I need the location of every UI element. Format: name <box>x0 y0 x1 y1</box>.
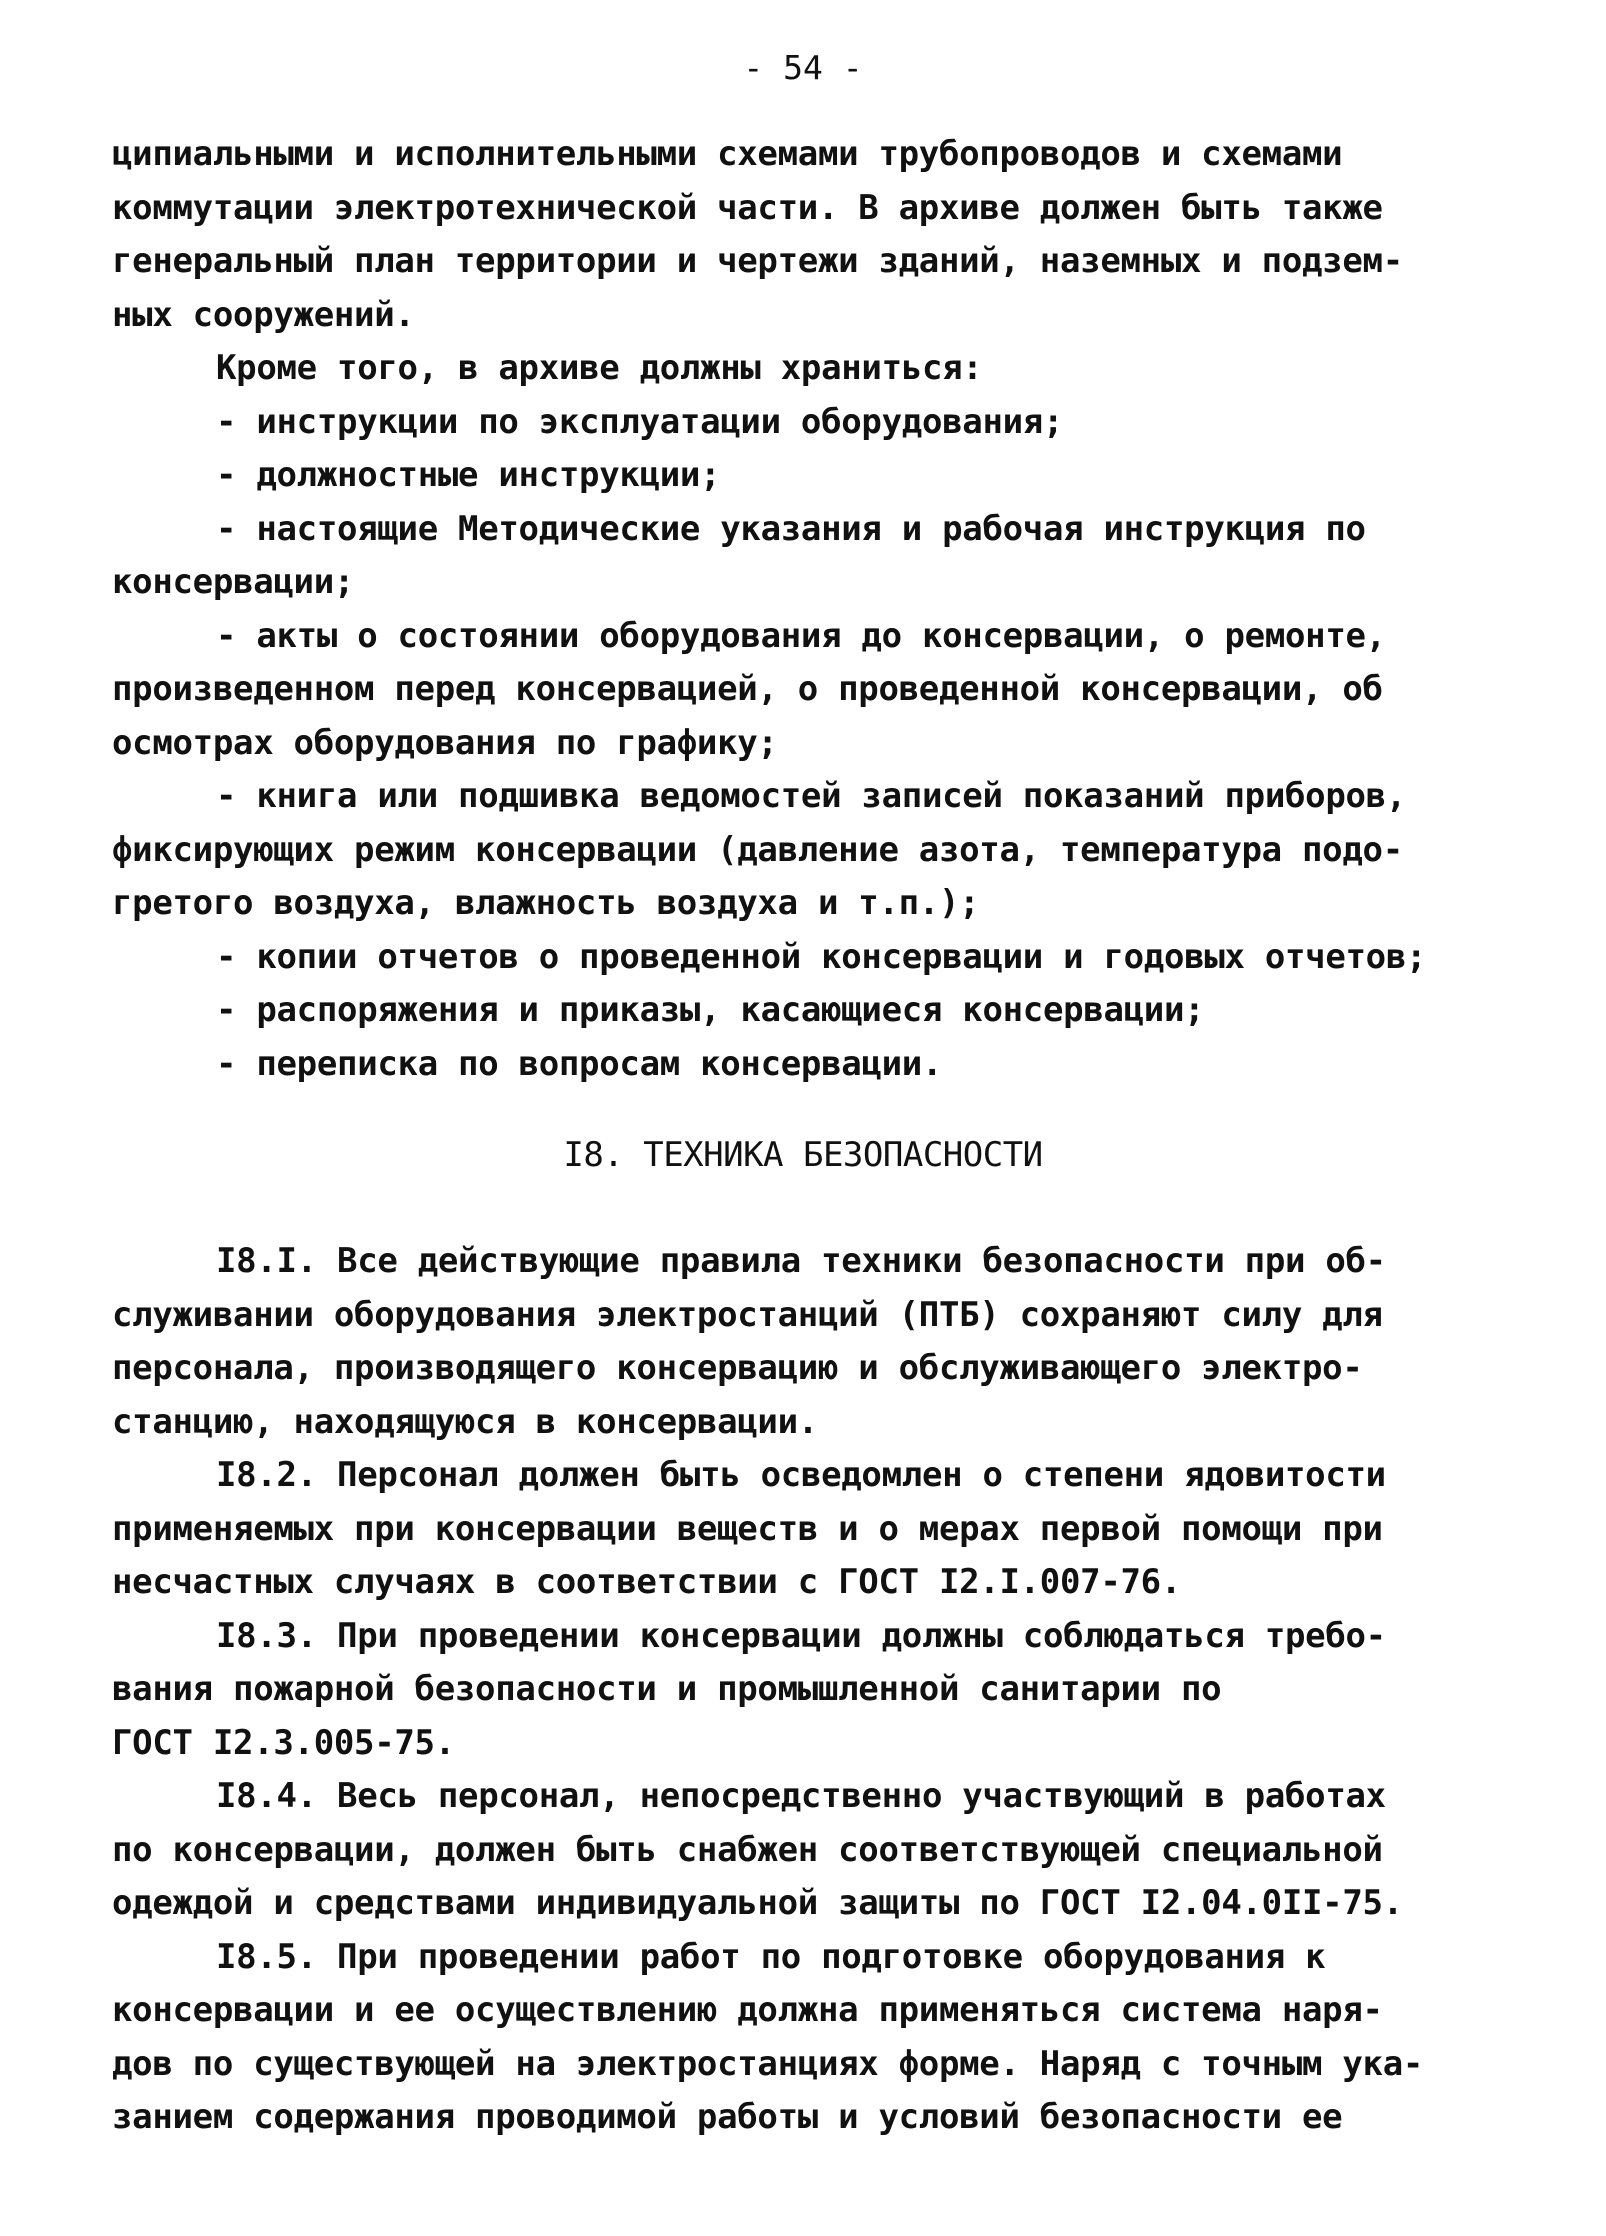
text-line: ных сооружений. <box>112 294 415 335</box>
page-number: - 54 - <box>743 48 863 87</box>
text-line: консервации; <box>112 562 355 602</box>
section-heading: I8. ТЕХНИКА БЕЗОПАСНОСТИ <box>563 1135 1043 1175</box>
text-line: гретого воздуха, влажность воздуха и т.п.); <box>112 883 980 923</box>
text-line: генеральный план территории и чертежи зданий, наземных и подзем- <box>112 241 1403 281</box>
text-line: по консервации, должен быть снабжен соответствующей специальной <box>112 1829 1383 1870</box>
text-line: I8.3. При проведении консервации должны соблюдаться требо- <box>216 1615 1386 1656</box>
text-line: вания пожарной безопасности и промышленной санитарии по <box>112 1669 1222 1709</box>
text-line: занием содержания проводимой работы и условий безопасности ее <box>112 2097 1343 2137</box>
text-line: I8.2. Персонал должен быть осведомлен о степени ядовитости <box>216 1455 1386 1495</box>
text-block-archive <box>112 128 1497 1091</box>
text-line: - должностные инструкции; <box>216 455 721 495</box>
text-line: - распоряжения и приказы, касающиеся консервации; <box>216 990 1205 1030</box>
text-line: ГОСТ I2.3.005-75. <box>112 1722 455 1763</box>
text-line: - копии отчетов о проведенной консервации и годовых отчетов; <box>216 936 1427 977</box>
text-line: одеждой и средствами индивидуальной защиты по ГОСТ I2.04.0II-75. <box>112 1883 1403 1923</box>
text-line: фиксирующих режим консервации (давление азота, температура подо- <box>112 829 1403 870</box>
text-line: консервации и ее осуществлению должна применяться система наря- <box>112 1990 1383 2030</box>
text-line: станцию, находящуюся в консервации. <box>112 1401 818 1442</box>
text-line: I8.4. Весь персонал, непосредственно участвующий в работах <box>216 1776 1386 1816</box>
text-line: Кроме того, в архиве должны храниться: <box>216 348 983 388</box>
text-line: I8.5. При проведении работ по подготовке оборудования к <box>216 1936 1326 1977</box>
text-line: персонала, производящего консервацию и обслуживающего электро- <box>112 1348 1363 1388</box>
text-line: - книга или подшивка ведомостей записей показаний приборов, <box>216 776 1407 816</box>
text-line: служивании оборудования электростанций (ПТБ) сохраняют силу для <box>112 1294 1383 1335</box>
text-line: ципиальными и исполнительными схемами трубопроводов и схемами <box>112 134 1343 174</box>
text-block-safety <box>112 1235 1497 2145</box>
text-line: коммутации электротехнической части. В архиве должен быть также <box>112 187 1383 228</box>
text-line: осмотрах оборудования по графику; <box>112 722 778 763</box>
text-line: - акты о состоянии оборудования до консервации, о ремонте, <box>216 615 1386 656</box>
text-line: - переписка по вопросам консервации. <box>216 1043 943 1084</box>
text-line: дов по существующей на электростанциях форме. Наряд с точным ука- <box>112 2043 1424 2084</box>
text-line: произведенном перед консервацией, о проведенной консервации, об <box>112 669 1383 709</box>
text-line: - настоящие Методические указания и рабочая инструкция по <box>216 508 1366 549</box>
text-line: - инструкции по эксплуатации оборудования; <box>216 401 1064 442</box>
text-line: I8.I. Все действующие правила техники безопасности при об- <box>216 1241 1386 1281</box>
text-line: применяемых при консервации веществ и о мерах первой помощи при <box>112 1508 1383 1549</box>
text-line: несчастных случаях в соответствии с ГОСТ I2.I.007-76. <box>112 1562 1181 1602</box>
